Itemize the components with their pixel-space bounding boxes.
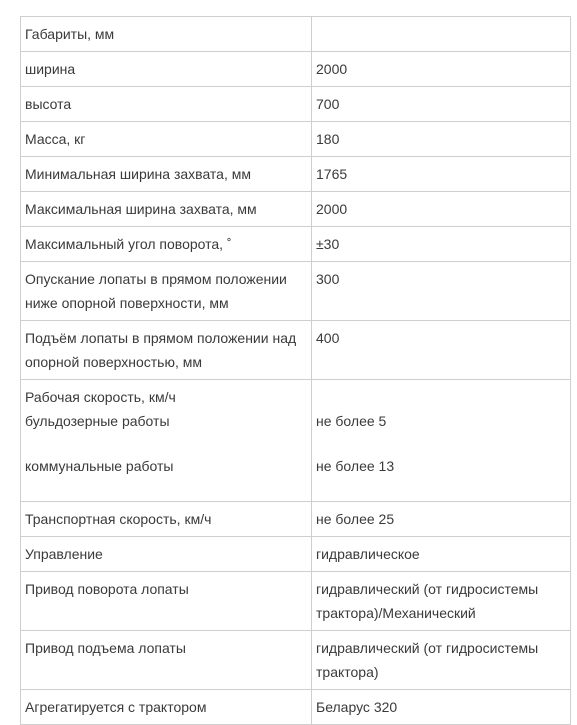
table-row bbox=[21, 321, 571, 380]
table-row bbox=[21, 17, 571, 52]
spec-value: 300 bbox=[312, 262, 571, 321]
table-row bbox=[21, 380, 571, 502]
spec-value: гидравлический (от гидросистемы трактора)/Механический bbox=[312, 572, 571, 631]
spacer bbox=[316, 433, 566, 454]
table-row bbox=[21, 52, 571, 87]
specifications-table bbox=[20, 16, 571, 725]
spec-value: 400 bbox=[312, 321, 571, 380]
spec-label: Габариты, мм bbox=[21, 17, 312, 52]
spec-value bbox=[312, 17, 571, 52]
spec-sublabel: коммунальные работы bbox=[25, 458, 174, 474]
spec-value: гидравлическое bbox=[312, 537, 571, 572]
spec-value: 180 bbox=[312, 122, 571, 157]
spec-value: 2000 bbox=[312, 52, 571, 87]
table-row bbox=[21, 122, 571, 157]
table-row bbox=[21, 227, 571, 262]
spec-label: Транспортная скорость, км/ч bbox=[21, 502, 312, 537]
spec-label: Масса, кг bbox=[21, 122, 312, 157]
table-row bbox=[21, 502, 571, 537]
table-row bbox=[21, 87, 571, 122]
spec-value: не более 13 bbox=[316, 458, 395, 474]
spec-label: Опускание лопаты в прямом положении ниже опорной поверхности, мм bbox=[21, 262, 312, 321]
spec-value: 1765 bbox=[312, 157, 571, 192]
spec-label: ширина bbox=[21, 52, 312, 87]
spec-value: гидравлический (от гидросистемы трактора) bbox=[312, 631, 571, 690]
spec-value: 2000 bbox=[312, 192, 571, 227]
spec-label: высота bbox=[21, 87, 312, 122]
spec-label: Максимальная ширина захвата, мм bbox=[21, 192, 312, 227]
spec-value: Беларус 320 bbox=[312, 690, 571, 725]
spec-label: Агрегатируется с трактором bbox=[21, 690, 312, 725]
spec-label: Привод поворота лопаты bbox=[21, 572, 312, 631]
spec-label: Минимальная ширина захвата, мм bbox=[21, 157, 312, 192]
table-row bbox=[21, 537, 571, 572]
spec-value: не более 25 bbox=[312, 502, 571, 537]
spec-value-group bbox=[312, 380, 571, 502]
spacer bbox=[25, 433, 307, 454]
spec-label-group bbox=[21, 380, 312, 502]
spec-value: 700 bbox=[312, 87, 571, 122]
specifications-table-container bbox=[20, 16, 571, 725]
spacer bbox=[316, 385, 566, 409]
table-row bbox=[21, 192, 571, 227]
spec-value: не более 5 bbox=[316, 413, 387, 429]
spec-value: ±30 bbox=[312, 227, 571, 262]
table-row bbox=[21, 157, 571, 192]
table-row bbox=[21, 262, 571, 321]
table-row bbox=[21, 572, 571, 631]
table-row bbox=[21, 690, 571, 725]
spec-label: Рабочая скорость, км/ч bbox=[25, 389, 176, 405]
spec-label: Подъём лопаты в прямом положении над опорной поверхностью, мм bbox=[21, 321, 312, 380]
spec-label: Максимальный угол поворота, ˚ bbox=[21, 227, 312, 262]
spec-label: Привод подъема лопаты bbox=[21, 631, 312, 690]
spec-label: Управление bbox=[21, 537, 312, 572]
spec-sublabel: бульдозерные работы bbox=[25, 413, 170, 429]
table-row bbox=[21, 631, 571, 690]
